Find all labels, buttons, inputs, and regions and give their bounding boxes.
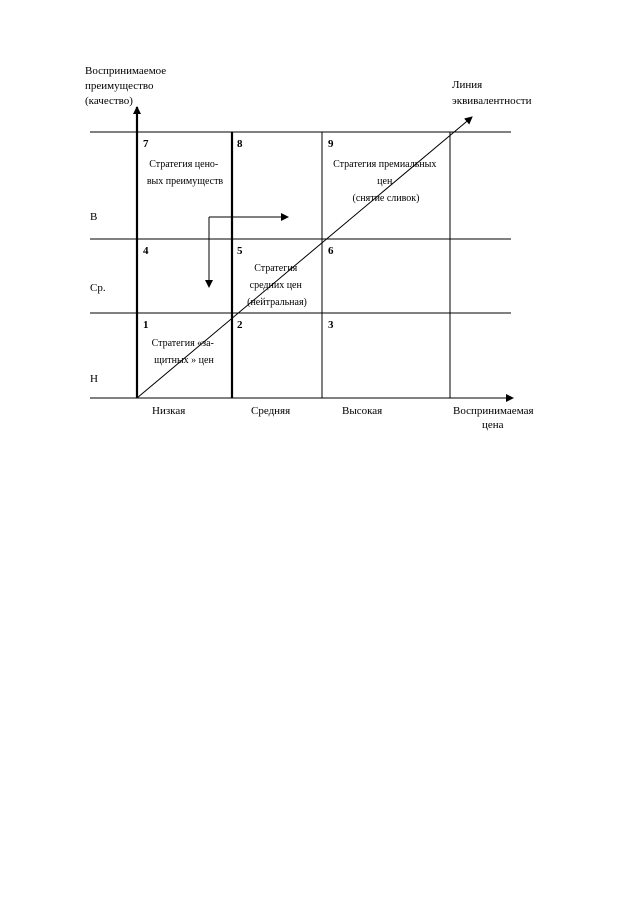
y-axis-label-line: (качество): [85, 95, 133, 107]
cell-number-8: 8: [237, 138, 243, 150]
column-label-high: Высокая: [342, 405, 383, 417]
y-axis-label-line: Воспринимаемое: [85, 65, 167, 77]
cell-number-4: 4: [143, 245, 149, 257]
cell-number-1: 1: [143, 319, 149, 331]
equivalence-line-label-line: эквивалентности: [452, 95, 532, 107]
cell-number-6: 6: [328, 245, 334, 257]
column-label-mid: Средняя: [251, 405, 291, 417]
cell-9-strategy-text: [333, 159, 439, 204]
cell-5-strategy-line: (нейтральная): [247, 297, 307, 308]
row-label-high: В: [90, 211, 98, 223]
cell-number-5: 5: [237, 245, 243, 257]
cell-number-2: 2: [237, 319, 243, 331]
y-axis-label: [85, 65, 169, 107]
cell-1-strategy-line: Стратегия «за-: [151, 338, 214, 349]
cell-7-strategy-line: вых преимуществ: [146, 176, 224, 187]
cell-7-strategy-line: Стратегия ценo-: [149, 159, 219, 170]
cell-number-7: 7: [143, 138, 149, 150]
equivalence-line-label-line: Линия: [452, 79, 483, 91]
row-label-mid: Ср.: [90, 282, 106, 294]
cell-1-strategy-text: [152, 338, 217, 366]
cell-7-strategy-text: [147, 159, 224, 187]
cell-number-3: 3: [328, 319, 334, 331]
cell-1-strategy-line: щитных » цен: [154, 355, 214, 366]
column-label-low: Низкая: [152, 405, 186, 417]
cell-9-strategy-line: цен: [377, 176, 393, 187]
row-label-low: Н: [90, 373, 98, 385]
cell-number-9: 9: [328, 138, 334, 150]
cell-5-strategy-line: Стратегия: [254, 263, 298, 274]
x-axis-label: [453, 405, 536, 431]
cell-9-strategy-line: (снятие сливок): [352, 193, 420, 204]
equivalence-line-label: [452, 79, 532, 107]
x-axis-label-line: цена: [482, 419, 504, 431]
y-axis-label-line: преимущество: [85, 80, 154, 92]
cell-5-strategy-text: [247, 263, 307, 308]
x-axis-label-line: Воспринимаемая: [453, 405, 534, 417]
cell-9-strategy-line: Стратегия премиальных: [333, 159, 437, 170]
cell-5-strategy-line: средних цен: [249, 280, 302, 291]
